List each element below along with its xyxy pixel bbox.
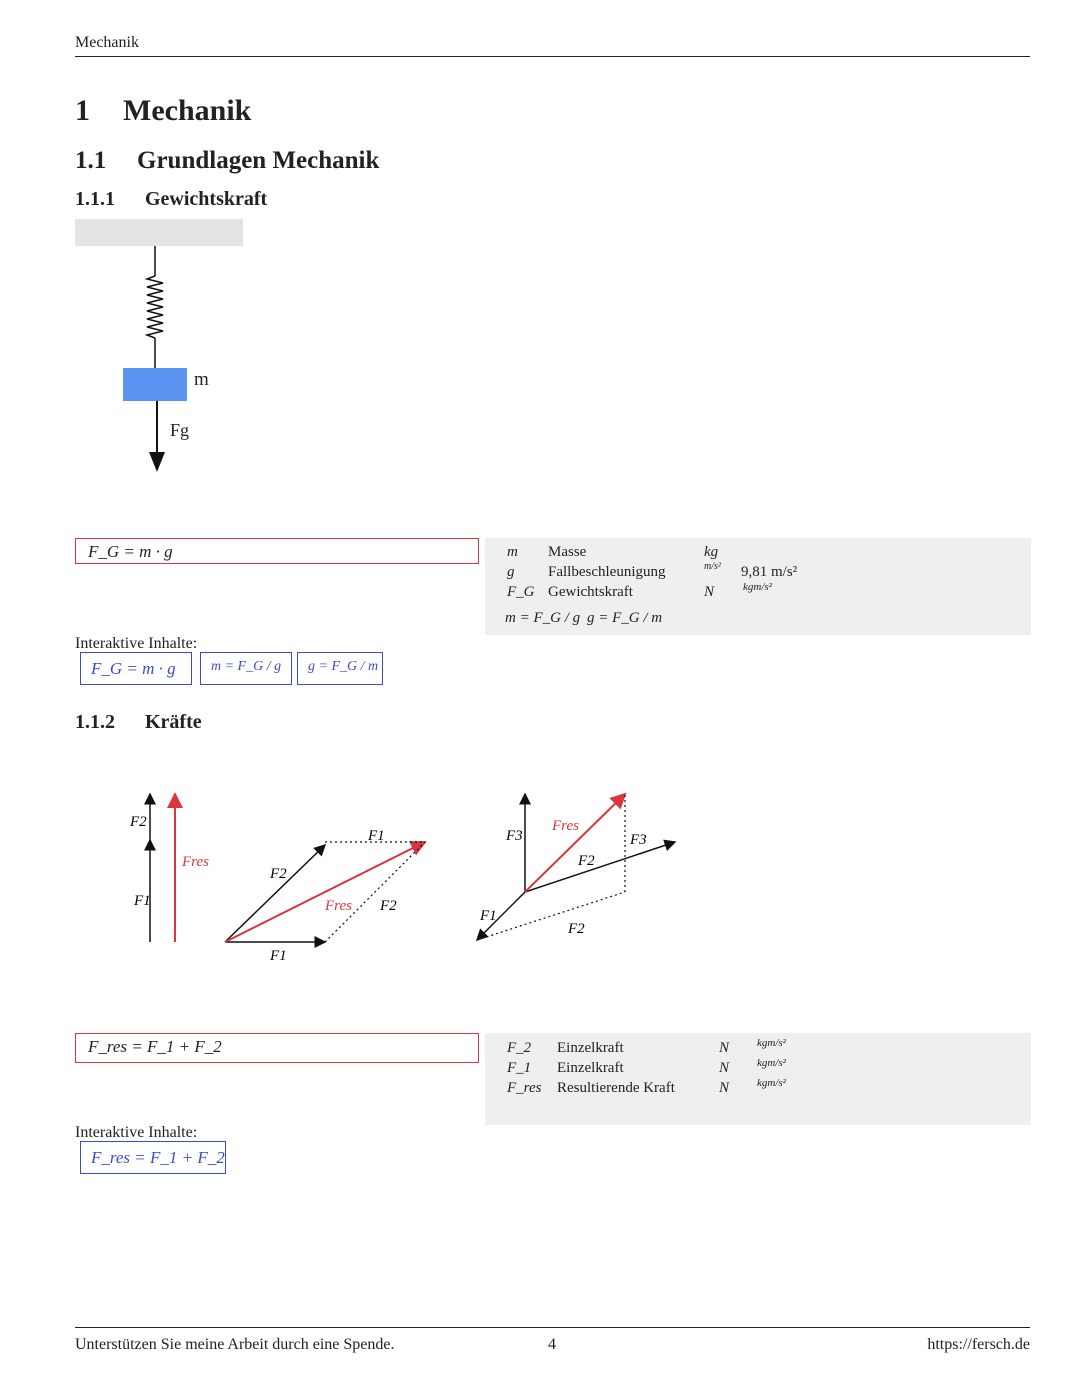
footer-donation-link[interactable]: Unterstützen Sie meine Arbeit durch eine Spende. bbox=[75, 1336, 395, 1353]
vector-f2 bbox=[525, 842, 675, 892]
running-header: Mechanik bbox=[75, 34, 139, 51]
subsubsection-number: 1.1.2 bbox=[75, 711, 115, 733]
label-f1: F1 bbox=[270, 948, 287, 964]
vector-fres bbox=[225, 842, 425, 942]
formula-resultant: F_res = F_1 + F_2 bbox=[75, 1033, 479, 1063]
legend-symbol: g bbox=[507, 564, 515, 580]
subsubsection-title: Kräfte bbox=[145, 711, 202, 733]
label-f2: F2 bbox=[568, 921, 585, 937]
legend-value: kgm/s² bbox=[757, 1077, 786, 1089]
label-f1: F1 bbox=[368, 828, 385, 844]
legend-symbol: F_1 bbox=[507, 1060, 532, 1076]
label-f2: F2 bbox=[270, 866, 287, 882]
legend-symbol: F_2 bbox=[507, 1040, 532, 1056]
mass-block bbox=[123, 368, 187, 401]
legend-forces bbox=[485, 1033, 1031, 1125]
header-rule bbox=[75, 56, 1030, 57]
spring-coil bbox=[147, 276, 163, 338]
label-f1: F1 bbox=[134, 893, 151, 909]
interactive-formula-mass[interactable]: m = F_G / g bbox=[200, 652, 292, 685]
weight-force-arrowhead bbox=[149, 452, 165, 472]
subsection-title: Grundlagen Mechanik bbox=[137, 147, 380, 174]
label-f2: F2 bbox=[380, 898, 397, 914]
subsubsection-heading-kraefte bbox=[75, 711, 202, 734]
legend-value: kgm/s² bbox=[757, 1037, 786, 1049]
legend-unit: N bbox=[704, 584, 715, 600]
section-title: Mechanik bbox=[123, 94, 252, 127]
dotted-f2-copy bbox=[325, 842, 425, 942]
label-fres: Fres bbox=[325, 898, 352, 914]
label-f3: F3 bbox=[630, 832, 647, 848]
label-f3: F3 bbox=[506, 828, 523, 844]
weight-force-label: Fg bbox=[170, 420, 190, 440]
subsubsection-number: 1.1.1 bbox=[75, 188, 115, 210]
legend-name: Einzelkraft bbox=[557, 1040, 624, 1056]
interactive-label: Interaktive Inhalte: bbox=[75, 635, 198, 652]
label-f1: F1 bbox=[480, 908, 497, 924]
vector-f2 bbox=[225, 845, 325, 942]
label-fres: Fres bbox=[182, 854, 209, 870]
legend-unit: N bbox=[719, 1040, 730, 1056]
interactive-formula-weight[interactable]: F_G = m · g bbox=[80, 652, 192, 685]
page-number: 4 bbox=[548, 1336, 556, 1353]
footer-rule bbox=[75, 1327, 1030, 1328]
legend-derived-mass: m = F_G / g bbox=[505, 610, 581, 626]
legend-name: Fallbeschleunigung bbox=[548, 564, 666, 580]
legend-unit: m/s² bbox=[704, 561, 721, 572]
legend-symbol: m bbox=[507, 544, 518, 560]
legend-value: 9,81 m/s² bbox=[741, 564, 798, 580]
subsubsection-title: Gewichtskraft bbox=[145, 188, 268, 210]
interactive-label: Interaktive Inhalte: bbox=[75, 1124, 198, 1141]
footer-url-link[interactable]: https://fersch.de bbox=[927, 1336, 1030, 1353]
legend-value: kgm/s² bbox=[743, 581, 772, 593]
label-f2: F2 bbox=[578, 853, 595, 869]
legend-derived-g: g = F_G / m bbox=[587, 610, 663, 626]
figure-header-bar bbox=[75, 219, 243, 246]
force-vectors-figure bbox=[110, 780, 700, 980]
section-heading bbox=[75, 94, 251, 128]
legend-value: kgm/s² bbox=[757, 1057, 786, 1069]
subsection-heading bbox=[75, 147, 379, 175]
legend-unit: kg bbox=[704, 544, 719, 560]
legend-weight bbox=[485, 538, 1031, 635]
mass-label: m bbox=[194, 369, 209, 390]
legend-name: Gewichtskraft bbox=[548, 584, 633, 600]
legend-name: Resultierende Kraft bbox=[557, 1080, 675, 1096]
legend-name: Masse bbox=[548, 544, 587, 560]
interactive-formula-g[interactable]: g = F_G / m bbox=[297, 652, 383, 685]
formula-weight: F_G = m · g bbox=[75, 538, 479, 564]
legend-unit: N bbox=[719, 1080, 730, 1096]
legend-unit: N bbox=[719, 1060, 730, 1076]
label-f2: F2 bbox=[130, 814, 147, 830]
interactive-formula-resultant[interactable]: F_res = F_1 + F_2 bbox=[80, 1141, 226, 1174]
legend-symbol: F_res bbox=[507, 1080, 542, 1096]
legend-symbol: F_G bbox=[507, 584, 535, 600]
vector-fres bbox=[525, 794, 625, 892]
dotted-f2-copy bbox=[477, 892, 625, 940]
subsubsection-heading-gewichtskraft bbox=[75, 188, 267, 211]
subsection-number: 1.1 bbox=[75, 147, 107, 174]
section-number: 1 bbox=[75, 94, 90, 127]
label-fres: Fres bbox=[552, 818, 579, 834]
spring-mass-figure bbox=[110, 246, 250, 476]
legend-name: Einzelkraft bbox=[557, 1060, 624, 1076]
